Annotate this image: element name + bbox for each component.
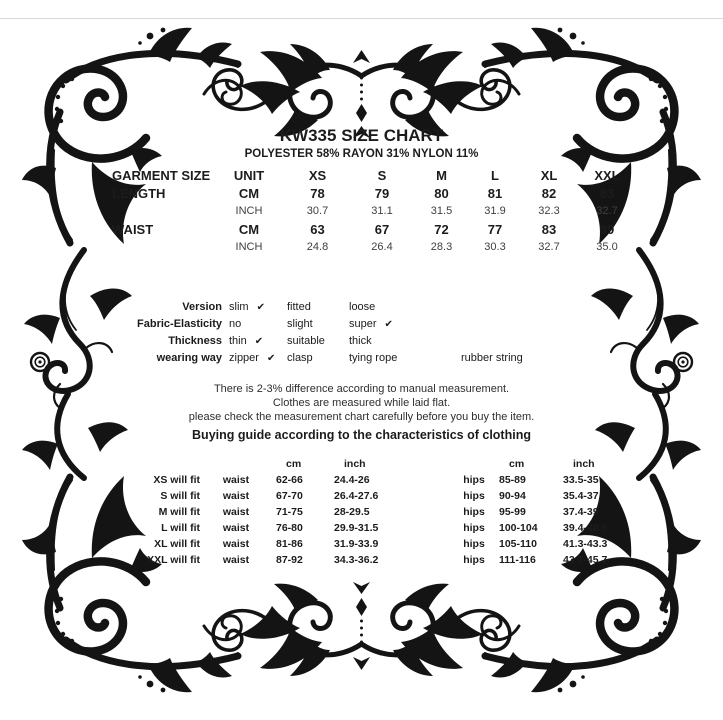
inch-range: 34.3-36.2 [334, 554, 379, 566]
inch-range: 39.4-40.9 [563, 522, 608, 534]
option-cell [342, 301, 454, 313]
cm-range: 81-86 [276, 538, 303, 550]
characteristics-table [0, 298, 634, 366]
size-label: L will fit [161, 522, 200, 534]
value-cell: 78 [310, 185, 325, 201]
fit-row-m [100, 504, 641, 520]
body-part: hips [463, 490, 485, 502]
option-cell [222, 301, 280, 313]
row-label: LENGTH [112, 185, 166, 201]
option-cell [454, 318, 634, 330]
value-cell: 26.4 [371, 241, 393, 253]
value-cell: 35.0 [596, 241, 618, 253]
cm-range: 85-89 [499, 474, 526, 486]
cm-range: 105-110 [499, 538, 537, 550]
cm-range: 62-66 [276, 474, 303, 486]
option-label: slim [229, 300, 249, 313]
unit-cell: INCH [235, 205, 263, 217]
option-cell [280, 352, 342, 364]
option-cell [280, 318, 342, 330]
inch-range: 31.9-33.9 [334, 538, 379, 550]
inch-range: 43.7-45.7 [563, 554, 608, 566]
cm-range: 95-99 [499, 506, 526, 518]
inch-range: 33.5-35 [563, 474, 599, 486]
unit-header-inch: inch [573, 458, 595, 470]
table-row-waist-cm [112, 220, 638, 238]
option-cell [222, 352, 280, 364]
inch-range: 28-29.5 [334, 506, 370, 518]
cm-range: 87-92 [276, 554, 303, 566]
table-row-waist-inch [112, 238, 638, 256]
option-label: fitted [287, 300, 311, 313]
cm-range: 71-75 [276, 506, 303, 518]
note-line: Clothes are measured while laid flat. [272, 397, 451, 409]
note-line: please check the measurement chart carefully before you buy the item. [188, 411, 535, 423]
cm-range: 111-116 [499, 554, 536, 566]
inch-range: 29.9-31.5 [334, 522, 379, 534]
inch-range: 26.4-27.6 [334, 490, 379, 502]
characteristic-row-version [0, 298, 634, 315]
option-label: thin [229, 334, 247, 347]
option-cell [454, 352, 634, 364]
body-part: waist [222, 538, 250, 550]
table-row-length-cm [112, 184, 638, 202]
fit-row-xs [100, 472, 641, 488]
column-header-s: S [377, 167, 387, 183]
chart-header [0, 126, 723, 161]
value-cell: 79 [374, 185, 390, 201]
characteristic-label: Thickness [168, 334, 222, 347]
unit-cell: CM [238, 185, 260, 201]
check-icon: ✔ [384, 318, 393, 330]
unit-cell: CM [238, 221, 260, 237]
option-label: thick [349, 334, 372, 347]
column-header-l: L [491, 167, 499, 183]
value-cell: 30.7 [306, 205, 329, 217]
body-part: waist [222, 490, 250, 502]
value-cell: 82 [541, 185, 557, 201]
option-cell [280, 335, 342, 347]
option-cell [222, 318, 280, 330]
fit-row-s [100, 488, 641, 504]
unit-header-cm: cm [509, 458, 525, 470]
size-label: XS will fit [153, 474, 200, 486]
body-part: hips [463, 474, 485, 486]
column-header-unit: UNIT [233, 167, 265, 183]
inch-range: 41.3-43.3 [563, 538, 608, 550]
body-part: waist [222, 554, 250, 566]
column-header-xxl: XXL [594, 167, 620, 183]
characteristic-row-elasticity [0, 315, 634, 332]
value-cell: 32.7 [538, 241, 560, 253]
value-cell: 77 [487, 221, 503, 237]
characteristic-label: wearing way [156, 351, 222, 364]
table-row-length-inch [112, 202, 638, 220]
unit-header-inch: inch [344, 458, 366, 470]
characteristic-row-thickness [0, 332, 634, 349]
option-label: suitable [287, 334, 325, 347]
table-header-row [112, 166, 638, 184]
value-cell: 83 [541, 221, 557, 237]
fit-row-xl [100, 536, 641, 552]
cm-range: 100-104 [499, 522, 538, 534]
characteristic-label: Version [182, 300, 222, 313]
check-icon: ✔ [266, 352, 276, 364]
column-header-m: M [436, 167, 447, 183]
value-cell: 31.1 [371, 205, 393, 217]
size-label: M will fit [158, 506, 200, 518]
value-cell: 89 [599, 221, 615, 237]
value-cell: 24.8 [306, 241, 329, 253]
body-part: hips [463, 506, 485, 518]
inch-range: 37.4-39 [563, 506, 599, 518]
option-label: slight [287, 317, 313, 330]
size-label: S will fit [160, 490, 200, 502]
value-cell: 28.3 [430, 241, 453, 253]
body-part: waist [222, 522, 250, 534]
option-label: no [229, 317, 242, 330]
page-title: KW335 SIZE CHART [279, 126, 444, 145]
value-cell: 83 [599, 185, 615, 201]
option-cell [280, 301, 342, 313]
value-cell: 30.3 [484, 241, 506, 253]
check-icon: ✔ [254, 335, 264, 347]
value-cell: 31.9 [484, 205, 506, 217]
fabric-composition: POLYESTER 58% RAYON 31% NYLON 11% [244, 148, 479, 160]
characteristic-row-wearing-way [0, 349, 634, 366]
body-part: hips [463, 554, 485, 566]
measurement-notes [0, 382, 723, 442]
unit-cell: INCH [235, 241, 263, 253]
garment-size-table [112, 166, 638, 256]
unit-header-cm: cm [286, 458, 302, 470]
value-cell: 72 [434, 221, 449, 237]
note-line: There is 2-3% difference according to manual measurement. [213, 383, 510, 395]
body-part: waist [222, 474, 250, 486]
option-label: zipper [229, 351, 259, 364]
fit-table-header-row [100, 456, 641, 472]
option-label: loose [349, 300, 376, 313]
cm-range: 67-70 [276, 490, 303, 502]
body-part: hips [463, 538, 485, 550]
option-label: rubber string [461, 351, 523, 364]
option-cell [454, 301, 634, 313]
option-label: super [349, 317, 377, 330]
option-cell [454, 335, 634, 347]
value-cell: 81 [487, 185, 503, 201]
buying-guide-title: Buying guide according to the characteristics of clothing [192, 428, 531, 442]
column-header-garment-size: GARMENT SIZE [112, 167, 211, 183]
cm-range: 76-80 [276, 522, 303, 534]
cm-range: 90-94 [499, 490, 526, 502]
buying-guide-fit-table [100, 456, 641, 568]
row-label: WAIST [112, 221, 154, 237]
value-cell: 67 [374, 221, 390, 237]
column-header-xs: XS [308, 167, 327, 183]
option-cell [342, 318, 454, 330]
value-cell: 31.5 [430, 205, 453, 217]
column-header-xl: XL [540, 167, 558, 183]
body-part: waist [222, 506, 250, 518]
size-label: XXL will fit [147, 554, 200, 566]
check-icon: ✔ [256, 301, 265, 313]
fit-row-xxl [100, 552, 641, 568]
option-cell [342, 352, 454, 364]
option-label: tying rope [349, 351, 398, 364]
inch-range: 24.4-26 [334, 474, 370, 486]
characteristic-label: Fabric-Elasticity [137, 317, 222, 330]
option-label: clasp [287, 351, 313, 364]
inch-range: 35.4-37 [563, 490, 599, 502]
body-part: hips [463, 522, 485, 534]
option-cell [342, 335, 454, 347]
value-cell: 63 [310, 221, 325, 237]
value-cell: 32.7 [596, 205, 618, 217]
size-label: XL will fit [154, 538, 200, 550]
value-cell: 32.3 [538, 205, 560, 217]
value-cell: 80 [434, 185, 449, 201]
fit-row-l [100, 520, 641, 536]
option-cell [222, 335, 280, 347]
